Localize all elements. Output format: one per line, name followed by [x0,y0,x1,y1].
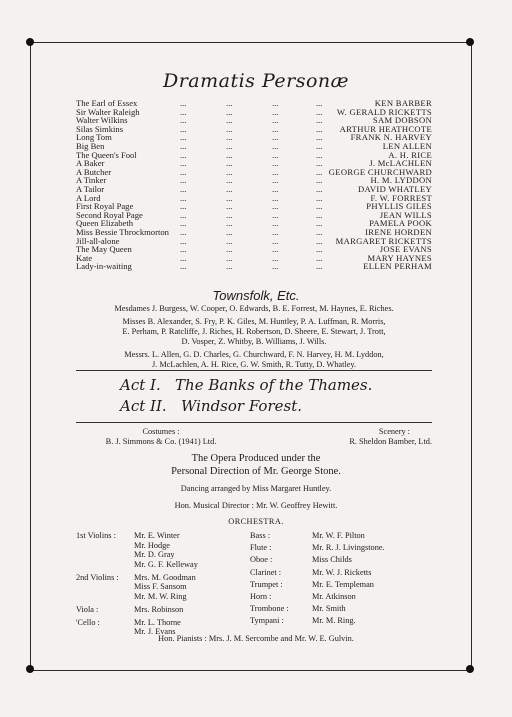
leader-dots: ... [180,140,187,151]
orchestra-row [250,543,385,555]
leader-dots: ... [272,209,279,220]
cast-actor: J. McLACHLEN [369,158,432,169]
divider-top [76,370,432,371]
leader-dots: ... [226,158,233,169]
leader-dots: ... [226,123,233,134]
orchestra-strings [76,531,198,640]
player-name: Mrs. Robinson [134,604,184,614]
leader-dots: ... [272,166,279,177]
corner-dot-top-right [466,38,474,46]
cast-role: A Baker [76,158,105,169]
cast-actor: F. W. FORREST [370,192,432,203]
leader-dots: ... [180,183,187,194]
act-2-scene: Windsor Forest. [180,397,303,415]
leader-dots: ... [226,192,233,203]
leader-dots: ... [316,218,323,229]
leader-dots: ... [180,252,187,263]
townsfolk-block [76,304,432,370]
cast-actor: IRENE HORDEN [365,226,432,237]
leader-dots: ... [316,98,323,108]
leader-dots: ... [316,192,323,203]
cast-role: Second Royal Page [76,209,143,220]
leader-dots: ... [226,226,233,237]
act-1-scene: The Banks of the Thames. [175,376,373,394]
leader-dots: ... [272,183,279,194]
player-name: Mr. R. J. Livingstone. [312,543,385,553]
orchestra-row [250,604,346,616]
act-1-label: Act I. [120,376,161,394]
mesdames-line: Mesdames J. Burgess, W. Cooper, O. Edwards, B. E. Forrest, M. Haynes, E. Riches. [114,304,394,313]
orchestra-row [250,567,372,580]
leader-dots: ... [180,98,187,108]
leader-dots: ... [316,244,323,255]
costumes-label: Costumes : [142,427,180,436]
cast-actor: KEN BARBER [374,98,432,108]
cast-actor: SAM DOBSON [372,115,432,126]
leader-dots: ... [180,166,187,177]
player-name: Mr. E. Templeman [312,579,374,589]
act-1 [120,376,372,394]
leader-dots: ... [316,201,323,212]
orchestra-section [76,531,198,570]
cast-actor: DAVID WHATLEY [358,183,432,194]
leader-dots: ... [316,123,323,134]
act-2 [120,397,302,415]
leader-dots: ... [316,158,323,169]
leader-dots: ... [272,261,279,272]
player-name: Mr. M. Ring. [312,616,356,626]
cast-actor: LEN ALLEN [382,140,432,151]
cast-role: Miss Bessie Throckmorton [76,226,169,237]
leader-dots: ... [226,132,233,143]
cast-role: A Butcher [76,166,112,177]
leader-dots: ... [272,123,279,134]
orchestra-row [250,579,374,592]
leader-dots: ... [226,201,233,212]
leader-dots: ... [226,235,233,246]
cast-actor: JEAN WILLS [379,209,432,220]
player-name: Mr. Smith [312,604,346,614]
leader-dots: ... [226,115,233,126]
misses-line-3: D. Vosper, Z. Whitby, B. Williams, J. Wills. [181,337,327,346]
player-name: Mr. L. Thorne [134,617,181,627]
cast-actor: MARY HAYNES [367,252,432,263]
leader-dots: ... [226,98,233,108]
leader-dots: ... [316,235,323,246]
cast-actor: JOSE EVANS [379,244,432,255]
leader-dots: ... [180,235,187,246]
instrument-label: Horn : [250,591,272,601]
leader-dots: ... [316,209,323,220]
player-name: Mr. D. Gray [134,550,175,560]
cast-role: A Tinker [76,175,107,186]
pianists-credit: Hon. Pianists : Mrs. J. M. Sercombe and Mr. W. E. Gulvin. [158,634,354,643]
cast-actor: W. GERALD RICKETTS [336,106,432,117]
player-name: Mr. Atkinson [312,591,356,601]
orchestra-row [250,591,356,604]
leader-dots: ... [272,226,279,237]
cast-role: Walter Wilkins [76,115,128,126]
leader-dots: ... [316,149,323,160]
corner-dot-bottom-left [26,665,34,673]
cast-role: The Earl of Essex [76,98,138,108]
dramatis-personae-title: Dramatis Personæ [162,70,350,92]
orchestra-heading: ORCHESTRA. [228,517,284,526]
leader-dots: ... [180,218,187,229]
leader-dots: ... [316,183,323,194]
instrument-label: 2nd Violins : [76,572,119,582]
player-name: Mr. Hodge [134,540,170,550]
player-name: Mr. J. Evans [134,627,176,637]
player-name: Mr. G. F. Kelleway [134,560,198,570]
leader-dots: ... [226,140,233,151]
corner-dot-bottom-right [466,665,474,673]
leader-dots: ... [316,166,323,177]
instrument-label: Viola : [76,604,99,614]
leader-dots: ... [180,132,187,143]
leader-dots: ... [272,140,279,151]
leader-dots: ... [180,201,187,212]
leader-dots: ... [180,106,187,117]
orchestra-row [250,531,365,543]
leader-dots: ... [272,158,279,169]
cast-actor: FRANK N. HARVEY [350,132,432,143]
leader-dots: ... [316,226,323,237]
leader-dots: ... [226,106,233,117]
player-name: Mr. W. F. Pilton [312,531,365,540]
player-name: Mr. W. J. Ricketts [312,567,372,577]
leader-dots: ... [316,115,323,126]
leader-dots: ... [272,115,279,126]
cast-actor: GEORGE CHURCHWARD [328,166,432,177]
leader-dots: ... [226,218,233,229]
cast-role: Long Tom [76,132,112,143]
leader-dots: ... [180,175,187,186]
instrument-label: 'Cello : [76,617,100,627]
leader-dots: ... [226,175,233,186]
corner-dot-top-left [26,38,34,46]
produced-line-1: The Opera Produced under the [191,453,321,464]
leader-dots: ... [226,252,233,263]
cast-actor: MARGARET RICKETTS [335,235,432,246]
instrument-label: Trombone : [250,604,289,614]
leader-dots: ... [180,123,187,134]
leader-dots: ... [226,149,233,160]
orchestra-section [76,572,196,602]
leader-dots: ... [272,244,279,255]
leader-dots: ... [272,192,279,203]
produced-line-2: Personal Direction of Mr. George Stone. [171,466,341,477]
leader-dots: ... [180,244,187,255]
cast-list [76,99,432,271]
leader-dots: ... [272,252,279,263]
player-name: Mr. M. W. Ring [134,592,187,602]
scenery-label: Scenery : [378,427,410,436]
scenery-credit [300,427,432,447]
cast-role: A Lord [76,192,101,203]
leader-dots: ... [180,192,187,203]
leader-dots: ... [316,132,323,143]
cast-role: Silas Simkins [76,123,124,134]
dancing-credit: Dancing arranged by Miss Margaret Huntley. [180,484,332,493]
leader-dots: ... [180,115,187,126]
cast-row [76,133,432,142]
instrument-label: 1st Violins : [76,531,116,540]
messrs-line-2: J. McLachlen, A. H. Rice, G. W. Smith, R. Tutty, D. Whatley. [151,360,357,369]
player-name: Miss Childs [312,555,352,565]
leader-dots: ... [272,218,279,229]
scenery-value: R. Sheldon Bamber, Ltd. [349,437,432,446]
instrument-label: Bass : [250,531,271,540]
instrument-label: Tympani : [250,616,284,626]
leader-dots: ... [272,132,279,143]
cast-role: The May Queen [76,244,132,255]
player-name: Mrs. M. Goodman [134,572,196,582]
leader-dots: ... [272,106,279,117]
leader-dots: ... [316,261,323,272]
orchestra-row [250,616,356,628]
misses-line-2: E. Perham, P. Ratcliffe, J. Riches, H. Robertson, D. Sheere, E. Stewart, J. Trott, [122,327,386,336]
musical-director-credit: Hon. Musical Director : Mr. W. Geoffrey Hewitt. [174,501,338,510]
cast-actor: ELLEN PERHAM [363,261,432,272]
leader-dots: ... [226,244,233,255]
leader-dots: ... [272,175,279,186]
cast-actor: A. H. RICE [388,149,432,160]
leader-dots: ... [316,175,323,186]
leader-dots: ... [272,235,279,246]
instrument-label: Clarinet : [250,567,282,577]
leader-dots: ... [316,140,323,151]
leader-dots: ... [272,98,279,108]
leader-dots: ... [316,252,323,263]
cast-role: The Queen's Fool [76,149,137,160]
townsfolk-heading: Townsfolk, Etc. [212,288,300,303]
cast-role: A Tailor [76,183,105,194]
leader-dots: ... [180,261,187,272]
messrs-line-1: Messrs. L. Allen, G. D. Charles, G. Churchward, F. N. Harvey, H. M. Lyddon, [124,350,384,359]
costumes-credit [76,427,246,447]
leader-dots: ... [180,158,187,169]
leader-dots: ... [226,166,233,177]
instrument-label: Oboe : [250,555,273,565]
leader-dots: ... [180,226,187,237]
cast-role: Jill-all-alone [76,235,120,246]
cast-role: Big Ben [76,140,105,151]
leader-dots: ... [272,149,279,160]
leader-dots: ... [180,209,187,220]
cast-role: Lady-in-waiting [76,261,132,272]
instrument-label: Trumpet : [250,579,283,589]
divider-bottom [76,422,432,423]
cast-actor: PHYLLIS GILES [366,201,432,212]
cast-role: First Royal Page [76,201,134,212]
leader-dots: ... [272,201,279,212]
player-name: Miss F. Sansom [134,582,187,592]
instrument-label: Flute : [250,543,272,553]
act-2-label: Act II. [120,397,167,415]
orchestra-wind-percussion [250,531,385,629]
leader-dots: ... [180,149,187,160]
cast-actor: ARTHUR HEATHCOTE [339,123,432,134]
leader-dots: ... [226,261,233,272]
misses-line-1: Misses B. Alexander, S. Fry, P. K. Giles, M. Huntley, P. A. Luffman, R. Morris, [122,317,386,326]
costumes-value: B. J. Simmons & Co. (1941) Ltd. [105,437,217,446]
cast-role: Sir Walter Raleigh [76,106,140,117]
leader-dots: ... [226,183,233,194]
orchestra-section [76,604,184,615]
cast-role: Kate [76,252,93,263]
cast-actor: H. M. LYDDON [370,175,432,186]
cast-row [76,262,432,271]
orchestra-row [250,555,352,567]
cast-role: Queen Elizabeth [76,218,134,229]
leader-dots: ... [316,106,323,117]
player-name: Mr. E. Winter [134,531,180,540]
leader-dots: ... [226,209,233,220]
cast-actor: PAMELA POOK [369,218,432,229]
